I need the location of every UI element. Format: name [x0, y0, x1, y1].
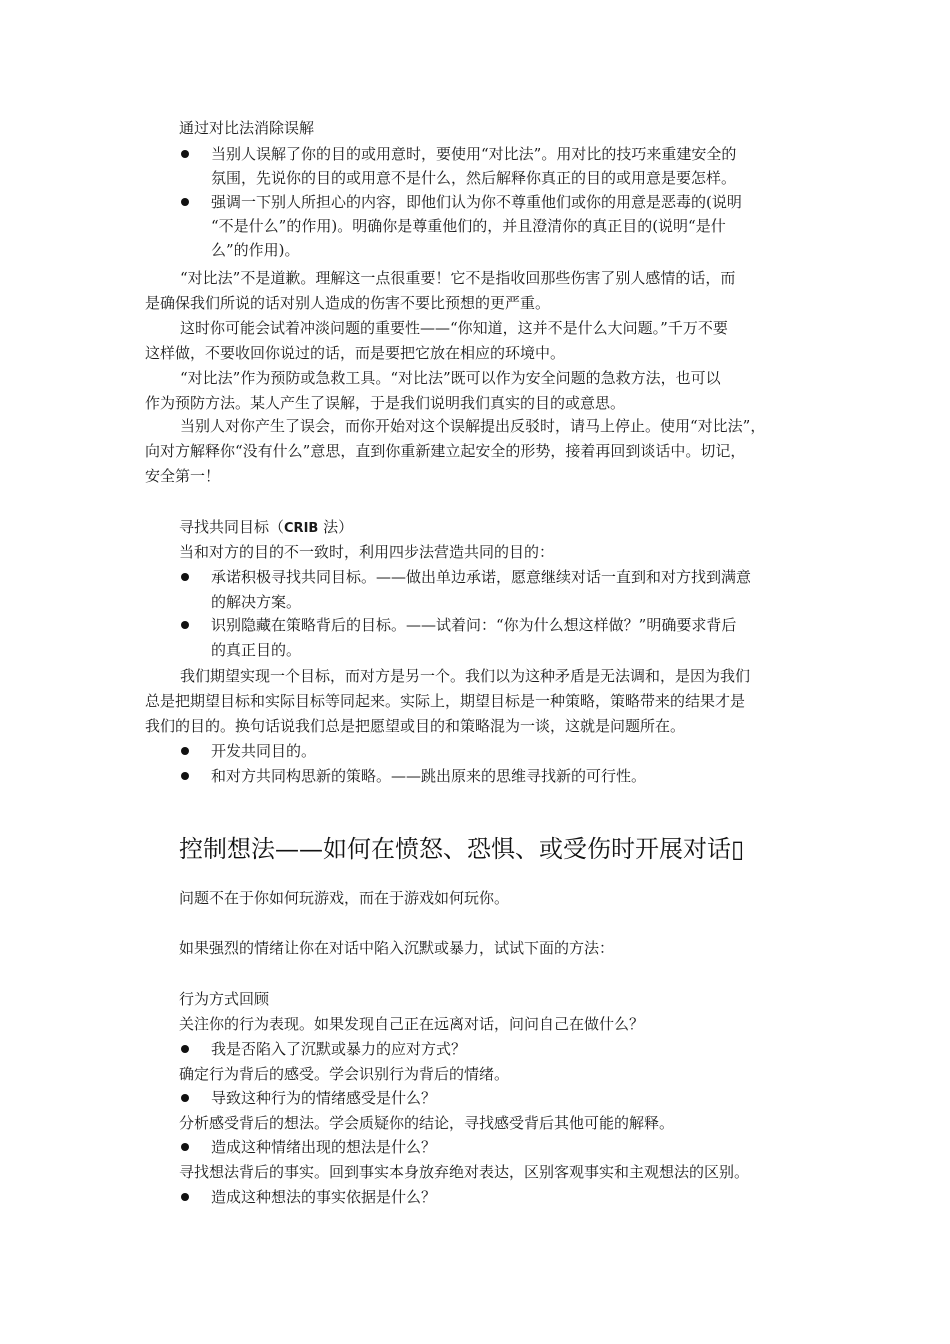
paragraph-line: 是确保我们所说的话对别人造成的伤害不要比预想的更严重。	[145, 294, 551, 312]
paragraph-line: 当别人对你产生了误会，而你开始对这个误解提出反驳时，请马上停止。使用“对比法”，	[180, 417, 766, 435]
quote-line: 问题不在于你如何玩游戏，而在于游戏如何玩你。	[179, 889, 510, 907]
list-item-text: 当别人误解了你的目的或用意时，要使用“对比法”。用对比的技巧来重建安全的	[211, 145, 737, 163]
bullet-dot	[181, 747, 189, 755]
section-title-part: 寻找共同目标（	[179, 518, 285, 536]
section-title-part: 法）	[318, 518, 354, 536]
bullet-dot	[181, 1143, 189, 1151]
paragraph-line: 寻找想法背后的事实。回到事实本身放弃绝对表达，区别客观事实和主观想法的区别。	[179, 1163, 750, 1181]
paragraph-line: 这时你可能会试着冲淡问题的重要性——“你知道，这并不是什么大问题。”千万不要	[180, 319, 728, 337]
missing-glyph-box: ▯	[731, 835, 745, 863]
paragraph-line: 作为预防方法。某人产生了误解，于是我们说明我们真实的目的或意思。	[145, 394, 626, 412]
subsection-title: 行为方式回顾	[179, 990, 270, 1008]
list-item-text: 开发共同目的。	[211, 742, 317, 760]
list-item-text: 导致这种行为的情绪感受是什么？	[211, 1089, 437, 1107]
chapter-heading	[179, 832, 744, 866]
section-title-contrast: 通过对比法消除误解	[179, 119, 315, 137]
chapter-heading-text: 控制想法——如何在愤怒、恐惧、或受伤时开展对话	[179, 835, 731, 863]
paragraph-line: 总是把期望目标和实际目标等同起来。实际上，期望目标是一种策略，策略带来的结果才是	[145, 692, 746, 710]
section-title-crib	[179, 517, 353, 539]
list-item-text: 我是否陷入了沉默或暴力的应对方式？	[211, 1040, 467, 1058]
paragraph-line: “对比法”作为预防或急救工具。“对比法”既可以作为安全问题的急救方法，也可以	[180, 369, 721, 387]
paragraph-line: 当和对方的目的不一致时，利用四步法营造共同的目的：	[179, 543, 555, 561]
list-item-text: 强调一下别人所担心的内容，即他们认为你不尊重他们或你的用意是恶毒的(说明	[211, 193, 742, 211]
list-item-text: 造成这种想法的事实依据是什么？	[211, 1188, 437, 1206]
list-item-text: 承诺积极寻找共同目标。——做出单边承诺，愿意继续对话一直到和对方找到满意	[211, 568, 752, 586]
paragraph-line: 我们的目的。换句话说我们总是把愿望或目的和策略混为一谈，这就是问题所在。	[145, 717, 686, 735]
bullet-dot	[181, 772, 189, 780]
paragraph-line: 我们期望实现一个目标，而对方是另一个。我们以为这种矛盾是无法调和，是因为我们	[180, 667, 751, 685]
list-item-text: 氛围，先说你的目的或用意不是什么，然后解释你真正的目的或用意是要怎样。	[211, 169, 737, 187]
list-item-text: 和对方共同构思新的策略。——跳出原来的思维寻找新的可行性。	[211, 767, 647, 785]
paragraph-line: 向对方解释你“没有什么”意思，直到你重新建立起安全的形势，接着再回到谈话中。切记，	[145, 442, 746, 460]
bullet-dot	[181, 573, 189, 581]
bullet-dot	[181, 621, 189, 629]
paragraph-line: 分析感受背后的想法。学会质疑你的结论，寻找感受背后其他可能的解释。	[179, 1114, 675, 1132]
paragraph-line: 如果强烈的情绪让你在对话中陷入沉默或暴力，试试下面的方法：	[179, 939, 615, 957]
list-item-text: 的解决方案。	[211, 593, 302, 611]
list-item-text: 识别隐藏在策略背后的目标。——试着问：“你为什么想这样做？”明确要求背后	[211, 616, 737, 634]
bullet-dot	[181, 198, 189, 206]
paragraph-line: 关注你的行为表现。如果发现自己正在远离对话，问问自己在做什么？	[179, 1015, 645, 1033]
paragraph-line: 确定行为背后的感受。学会识别行为背后的情绪。	[179, 1065, 510, 1083]
paragraph-line: 安全第一！	[145, 467, 221, 485]
paragraph-line: 这样做，不要收回你说过的话，而是要把它放在相应的环境中。	[145, 344, 566, 362]
bullet-dot	[181, 1193, 189, 1201]
list-item-text: “不是什么”的作用)。明确你是尊重他们的，并且澄清你的真正目的(说明“是什	[211, 217, 726, 235]
bullet-dot	[181, 1094, 189, 1102]
crib-acronym: CRIB	[284, 521, 319, 536]
list-item-text: 的真正目的。	[211, 641, 302, 659]
bullet-dot	[181, 1045, 189, 1053]
paragraph-line: “对比法”不是道歉。理解这一点很重要！它不是指收回那些伤害了别人感情的话，而	[180, 269, 736, 287]
list-item-text: 么”的作用)。	[211, 241, 300, 259]
list-item-text: 造成这种情绪出现的想法是什么？	[211, 1138, 437, 1156]
bullet-dot	[181, 150, 189, 158]
